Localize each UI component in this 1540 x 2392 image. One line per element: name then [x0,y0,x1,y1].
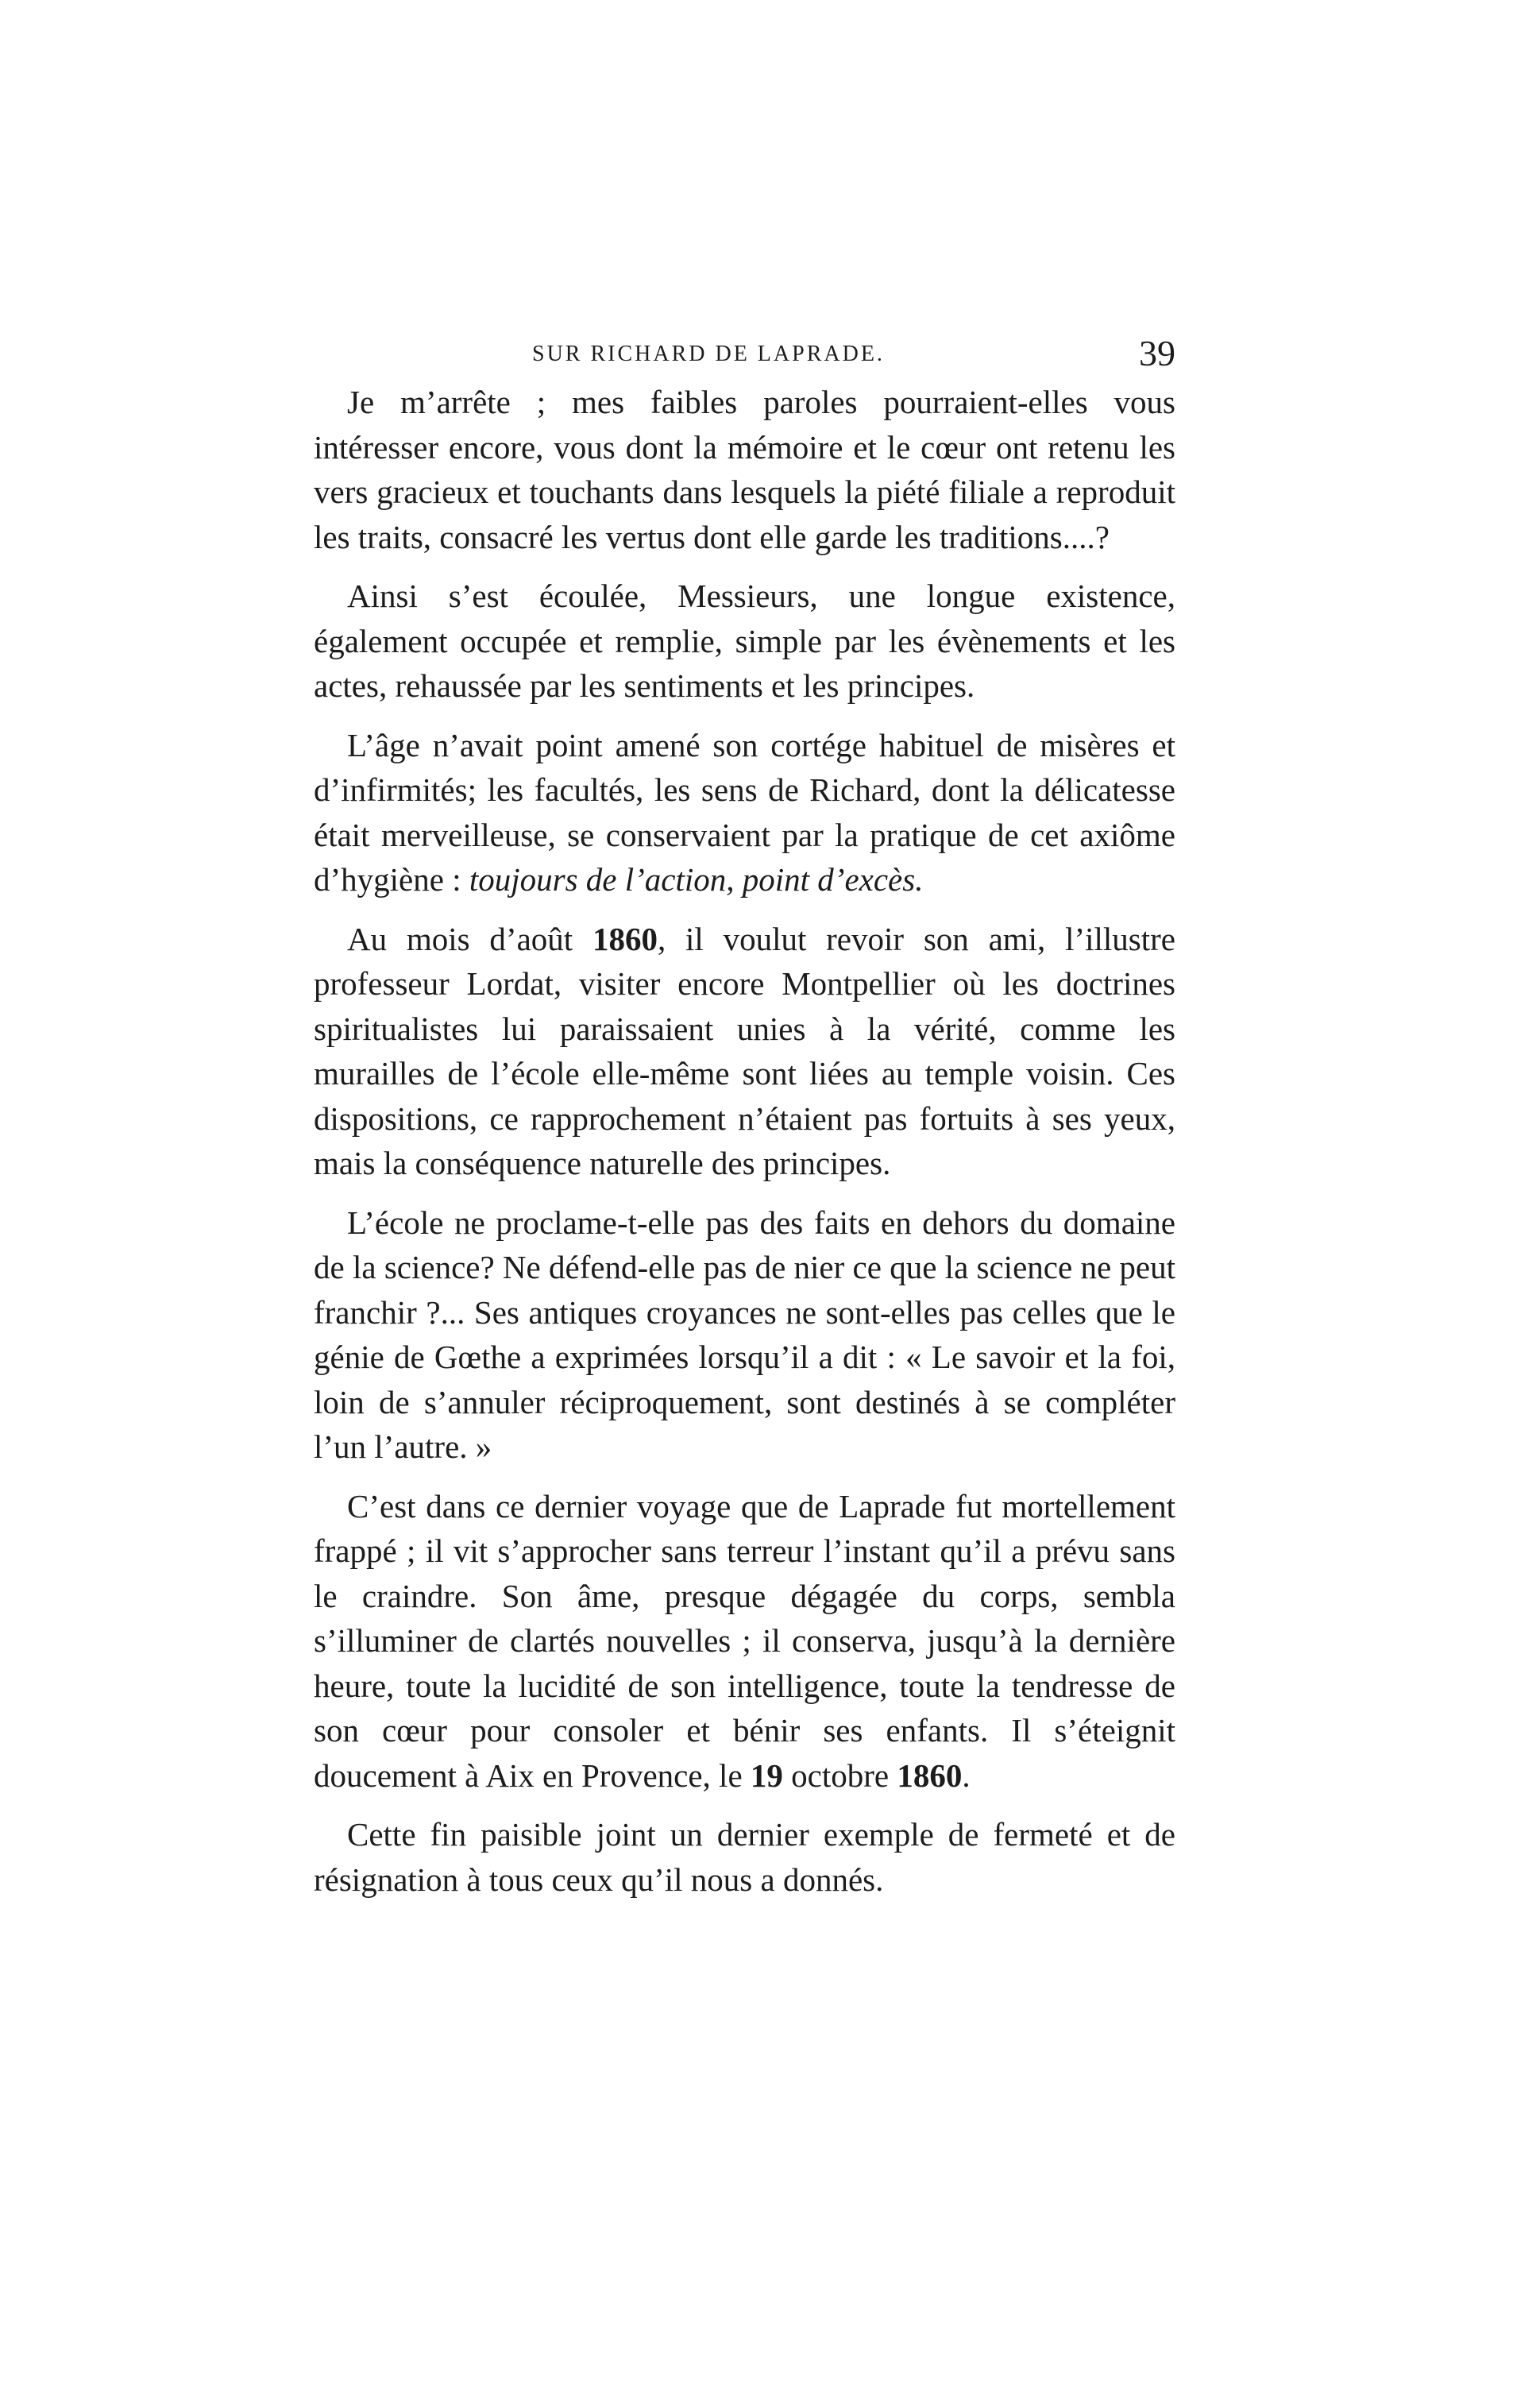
paragraph-7-text: Cette fin paisible joint un dernier exemple de fermeté et de résignation à tous ceux qu’il nous a donnés. [314,1816,1175,1898]
page-number: 39 [1139,333,1175,373]
paragraph-2-text: Ainsi s’est écoulée, Messieurs, une longue existence, également occupée et remplie, simple par les évènements et les actes, rehaussée par les sentiments et les principes. [314,578,1175,704]
paragraph-5-text: L’école ne proclame-t-elle pas des faits en dehors du domaine de la science? Ne défend-elle pas de nier ce que la science ne peut franchir ?... Ses antiques croyances ne sont-elles pas celles que le génie de Gœthe a exprimées lorsqu’il a dit : « Le savoir et la foi, loin de s’annuler réciproquement, sont destinés à se compléter l’un l’autre. » [314,1204,1175,1465]
body-text [314,380,1175,1916]
paragraph-3 [314,723,1175,902]
paragraph-6-day: 19 [750,1756,783,1794]
paragraph-1-text: Je m’arrête ; mes faibles paroles pourraient-elles vous intéresser encore, vous dont la mémoire et le cœur ont retenu les vers gracieux et touchants dans lesquels la piété filiale a reproduit les traits, consacré les vertus dont elle garde les traditions....? [314,384,1175,555]
paragraph-6-tail: . [962,1756,971,1794]
paragraph-5 [314,1200,1175,1470]
running-title: SUR RICHARD DE LAPRADE. [532,342,885,366]
paragraph-6 [314,1484,1175,1799]
paragraph-6-text: C’est dans ce dernier voyage que de Laprade fut mortellement frappé ; il vit s’approcher sans terreur l’instant qu’il a prévu sans le craindre. Son âme, presque dégagée du corps, sembla s’illuminer de clartés nouvelles ; il conserva, jusqu’à la dernière heure, toute la lucidité de son intelligence, toute la tendresse de son cœur pour consoler et bénir ses enfants. Il s’éteignit doucement à Aix en Provence, le [314,1487,1175,1794]
paragraph-7 [314,1812,1175,1902]
paragraph-4-lead: Au mois d’août [347,920,592,957]
paragraph-1 [314,380,1175,559]
paragraph-6-month: octobre [782,1756,897,1794]
paragraph-4 [314,917,1175,1186]
paragraph-6-year: 1860 [897,1756,963,1794]
paragraph-4-year: 1860 [592,920,658,957]
paragraph-4-text: , il voulut revoir son ami, l’illustre professeur Lordat, visiter encore Montpellier où les doctrines spiritualistes lui paraissaient unies à la vérité, comme les murailles de l’école elle-même sont liées au temple voisin. Ces dispositions, ce rapprochement n’étaient pas fortuits à ses yeux, mais la conséquence naturelle des principes. [314,920,1176,1181]
paragraph-3-text: L’âge n’avait point amené son cortége habituel de misères et d’infirmités; les facultés, les sens de Richard, dont la délicatesse était merveilleuse, se conservaient par la pratique de cet axiôme d’hygiène : [314,726,1175,898]
running-head [318,332,1175,380]
paragraph-2 [314,574,1175,709]
paragraph-3-italic-maxim: toujours de l’action, point d’excès. [469,861,924,898]
